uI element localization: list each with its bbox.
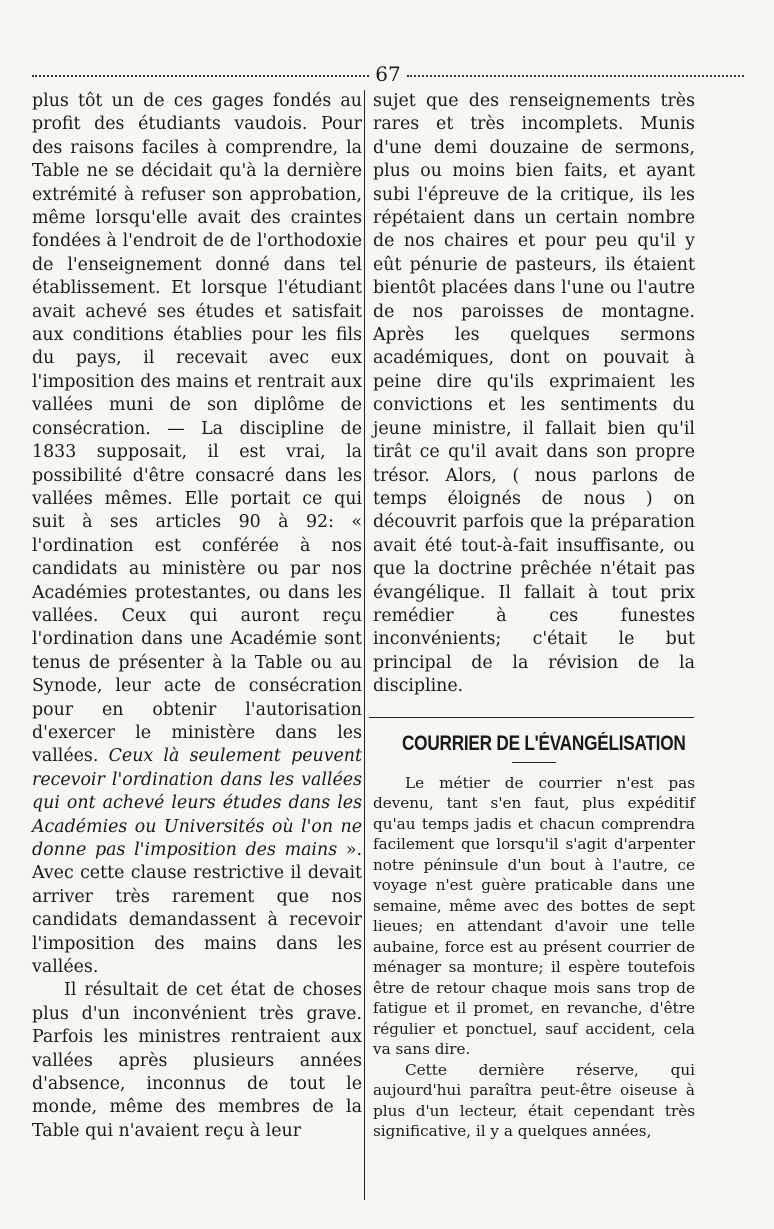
header-rule-right: [407, 75, 744, 77]
paragraph: [32, 90, 362, 979]
section-separator: [369, 717, 694, 718]
title-dash: [512, 762, 556, 763]
italic-quote: Ceux là seulement peuvent recevoir l'ordination dans les vallées qui ont achevé leurs études dans les Académies ou Universités où l'on ne donne pas l'imposition des mains: [32, 746, 362, 860]
paragraph: Cette dernière réserve, qui aujourd'hui paraîtra peut-être oiseuse à plus d'un lecteur, était cependant très significative, il y a quelques années,: [373, 1060, 695, 1141]
section-title: COURRIER DE L'ÉVANGÉLISATION: [401, 731, 686, 755]
page-header: [32, 60, 744, 88]
paragraph-text: plus tôt un de ces gages fondés au profit des étudiants vaudois. Pour des raisons faciles à comprendre, la Table ne se décidait qu'à la dernière extrémité à refuser son approbation, même lorsqu'elle avait des craintes fondées à l'endroit de de l'orthodoxie de l'enseignement donné dans tel établissement. Et lorsque l'étudiant avait achevé ses études et satisfait aux conditions établies pour les fils du pays, il recevait avec eux l'imposition des mains et rentrait aux vallées muni de son diplôme de consécration. — La discipline de 1833 supposait, il est vrai, la possibilité d'être consacré dans les vallées mêmes. Elle portait ce qui suit à ses articles 90 à 92: « l'ordination est conférée à nos candidats au ministère ou par nos Académies protestantes, ou dans les vallées. Ceux qui auront reçu l'ordination dans une Académie sont tenus de présenter à la Table ou au Synode, leur acte de consécration pour en obtenir l'autorisation d'exercer le ministère dans les vallées.: [32, 91, 362, 767]
column-divider: [364, 90, 365, 1200]
paragraph: Il résultait de cet état de choses plus d'un inconvénient très grave. Parfois les ministres rentraient aux vallées après plusieurs années d'absence, inconnus de tout le monde, même des membres de la Table qui n'avaient reçu à leur: [32, 980, 362, 1141]
paragraph: sujet que des renseignements très rares et très incomplets. Munis d'une demi douzaine de sermons, plus ou moins bien faits, et ayant subi l'épreuve de la critique, ils les répétaient dans un certain nombre de nos chaires et pour peu qu'il y eût pénurie de pasteurs, ils étaient bientôt placées dans l'une ou l'autre de nos paroisses de montagne. Après les quelques sermons académiques, dont on pouvait à peine dire qu'ils exprimaient les convictions et les sentiments du jeune ministre, il fallait bien qu'il tirât ce qu'il avait dans son propre trésor. Alors, ( nous parlons de temps éloignés de nous ) on découvrit parfois que la préparation avait été tout-à-fait insuffisante, ou que la doctrine prêchée n'était pas évangélique. Il fallait à tout prix remédier à ces funestes inconvénients; c'était le but principal de la révision de la discipline.: [373, 91, 695, 697]
paragraph-text: ». Avec cette clause restrictive il devait arriver très rarement que nos candidats demandassent à recevoir l'imposition des mains dans les vallées.: [32, 840, 362, 978]
page-number: 67: [375, 62, 401, 86]
header-rule-left: [32, 75, 369, 77]
right-column: [373, 90, 695, 1142]
paragraph: Le métier de courrier n'est pas devenu, tant s'en faut, plus expéditif qu'au temps jadis et chacun comprendra facilement que lorsqu'il s'agit d'arpenter notre péninsule d'un bout à l'autre, ce voyage n'est guère praticable dans une semaine, même avec des bottes de sept lieues; en attendant d'avoir une telle aubaine, force est au présent courrier de ménager sa monture; il espère toutefois être de retour chaque mois sans trop de fatigue et il promet, en revanche, d'être régulier et ponctuel, sauf accident, cela va sans dire.: [373, 773, 695, 1059]
left-column: [32, 90, 362, 1143]
